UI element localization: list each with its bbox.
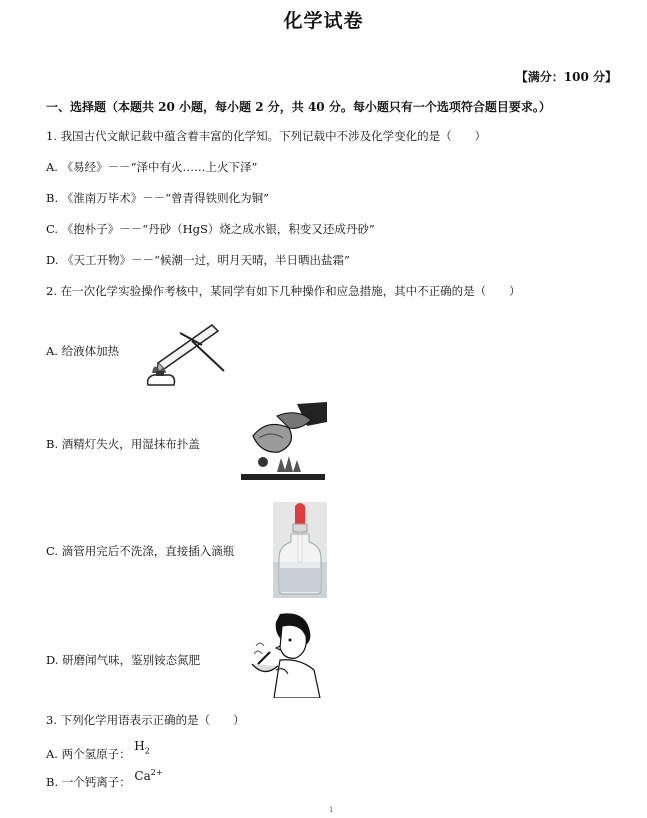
calcium-symbol: Ca [134,769,151,783]
question-1-option-d: D. 《天工开物》－－“候潮一过，明月天晴，半日晒出盐霜” [46,253,350,267]
full-score-label: 【满分：100 分】 [515,70,617,84]
hydrogen-symbol: H [134,739,145,753]
page-title: 化学试卷 [283,10,364,32]
calcium-charge: 2+ [150,768,163,777]
question-1-stem: 1. 我国古代文献记载中蕴含着丰富的化学知。下列记载中不涉及化学变化的是（ ） [46,129,487,143]
question-3-option-b-label: B. 一个钙离子： [46,775,131,789]
calcium-ion-formula [134,769,162,783]
question-3-option-a-label: A. 两个氢原子： [46,747,131,761]
question-2-option-b: B. 酒精灯失火，用湿抹布扑盖 [46,437,200,451]
grinding-and-smelling-figure [240,612,324,698]
question-3-stem: 3. 下列化学用语表示正确的是（ ） [46,713,245,727]
dropper-bottle-figure [273,502,327,598]
hydrogen-subscript: 2 [144,746,150,756]
question-2-option-c: C. 滴管用完后不洗涤，直接插入滴瓶 [46,544,235,558]
hydrogen-formula [134,739,150,756]
question-2-option-a: A. 给液体加热 [46,344,120,358]
question-3-option-b [46,768,163,790]
wet-cloth-over-fire-figure [237,402,329,482]
question-1-option-c: C. 《抱朴子》－－“丹砂（HgS）烧之成水银，积变又还成丹砂” [46,222,375,236]
test-tube-heating-figure [140,315,230,387]
page-number: 1 [329,806,334,814]
question-1-option-b: B. 《淮南万毕术》－－“曾青得铁则化为铜” [46,191,270,205]
question-2-stem: 2. 在一次化学实验操作考核中，某同学有如下几种操作和应急措施，其中不正确的是（ ） [46,284,521,298]
question-1-option-a: A. 《易经》－－“泽中有火……上火下泽” [46,160,258,174]
question-3-option-a [46,739,150,763]
question-2-option-d: D. 研磨闻气味，鉴别铵态氮肥 [46,653,201,667]
section-heading: 一、选择题（本题共 20 小题，每小题 2 分，共 40 分。每小题只有一个选项符合题目要求。） [46,100,551,114]
